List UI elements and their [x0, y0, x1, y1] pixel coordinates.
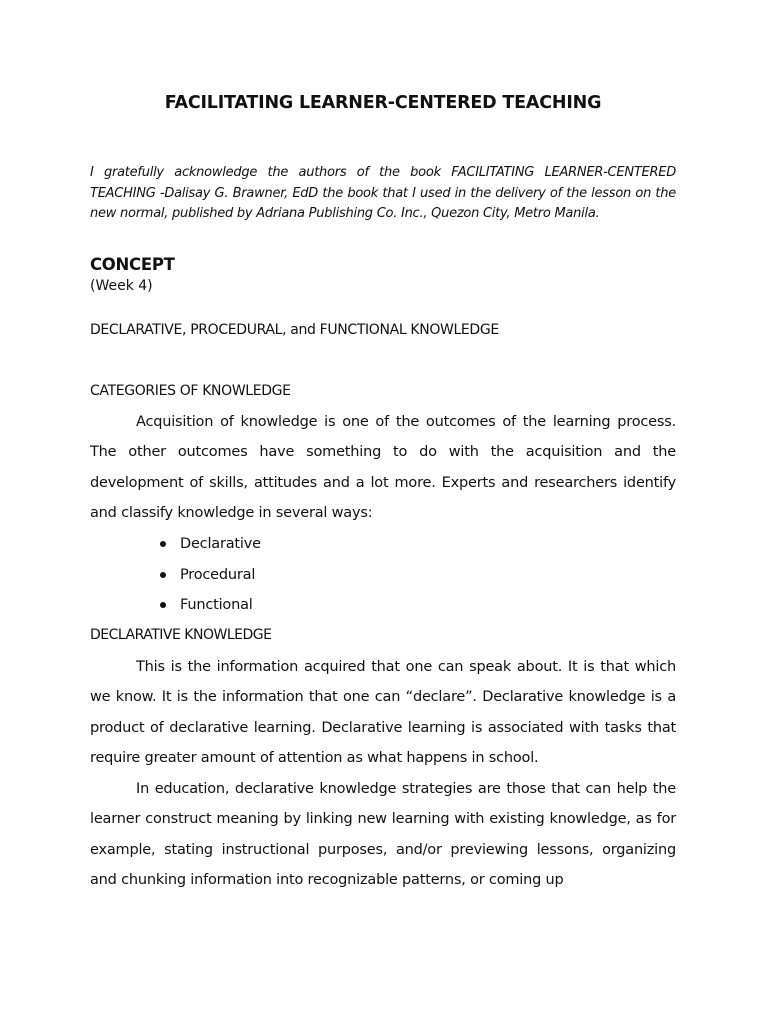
- list-item-label: Declarative: [180, 536, 261, 552]
- declarative-paragraph-2: [90, 774, 676, 895]
- declarative-heading: DECLARATIVE KNOWLEDGE: [90, 627, 272, 643]
- section-title: DECLARATIVE, PROCEDURAL, and FUNCTIONAL KNOWLEDGE: [90, 322, 499, 338]
- list-item: [160, 529, 261, 560]
- list-item-label: Functional: [180, 597, 253, 613]
- bullet-icon: [160, 602, 166, 608]
- categories-heading: CATEGORIES OF KNOWLEDGE: [90, 383, 291, 399]
- declarative-paragraph-2-text: In education, declarative knowledge strategies are those that can help the learner construct meaning by linking new learning with existing knowledge, as for example, stating instructional purposes, and/or previewing lessons, organizing and chunking information into recognizable patterns, or coming up: [90, 781, 676, 888]
- acknowledgement-paragraph: I gratefully acknowledge the authors of the book FACILITATING LEARNER-CENTERED TEACHING -Dalisay G. Brawner, EdD the book that I used in the delivery of the lesson on the new normal, published by Adriana Publishing Co. Inc., Quezon City, Metro Manila.: [90, 165, 676, 221]
- categories-paragraph: [90, 407, 676, 528]
- bullet-icon: [160, 572, 166, 578]
- knowledge-types-list: [160, 529, 261, 621]
- document-page: [90, 0, 676, 1024]
- list-item: [160, 590, 261, 621]
- document-title: FACILITATING LEARNER-CENTERED TEACHING: [164, 93, 602, 113]
- declarative-paragraph-1: [90, 652, 676, 773]
- week-label: (Week 4): [90, 278, 153, 294]
- declarative-paragraph-1-text: This is the information acquired that one can speak about. It is that which we know. It is the information that one can “declare”. Declarative knowledge is a product of declarative learning. Declarative learning is associated with tasks that require greater amount of attention as what happens in school.: [90, 659, 676, 766]
- categories-paragraph-text: Acquisition of knowledge is one of the outcomes of the learning process. The other outcomes have something to do with the acquisition and the development of skills, attitudes and a lot more. Experts and researchers identify and classify knowledge in several ways:: [90, 414, 676, 521]
- list-item: [160, 560, 261, 591]
- bullet-icon: [160, 541, 166, 547]
- list-item-label: Procedural: [180, 566, 256, 583]
- concept-heading: CONCEPT: [90, 255, 175, 274]
